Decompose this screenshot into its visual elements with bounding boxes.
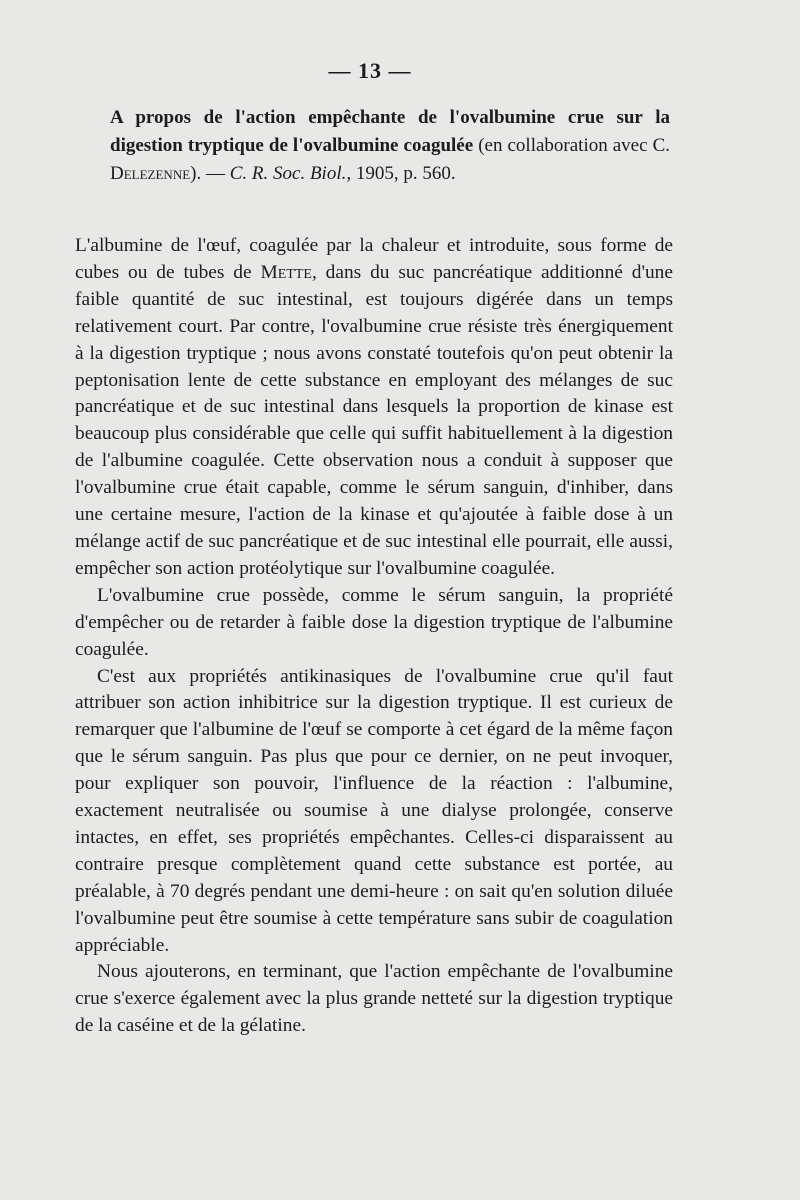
reference-pages: p. 560. xyxy=(403,163,456,184)
paragraph-1-part-1: L'albumine de l'œuf, coagulée par la chaleur et introduite, sous forme de cubes ou de tubes de xyxy=(75,235,673,283)
paragraph-3: C'est aux propriétés antikinasiques de l'ovalbumine crue qu'il faut attribuer son action inhibitrice sur la digestion tryptique. Il est curieux de remarquer que l'albumine de l'œuf se comporte à cet égard de la même façon que le sérum sanguin. Pas plus que pour ce dernier, on ne peut invoquer, pour expliquer son pouvoir, l'influence de la réaction : l'albumine, exactement neutralisée ou soumise à une dialyse prolongée, conserve intactes, en effet, ses propriétés empêchantes. Celles-ci disparaissent au contraire presque complètement quand cette substance est portée, au préalable, à 70 degrés pendant une demi-heure : on sait qu'en solution diluée l'ovalbumine peut être soumise à cette température sans subir de coagulation appréciable. xyxy=(75,665,673,956)
reference-collaborator: Delezenne xyxy=(110,163,191,184)
page-number: — 13 — xyxy=(328,58,412,83)
paragraph-4: Nous ajouterons, en terminant, que l'action empêchante de l'ovalbumine crue s'exerce également avec la plus grande netteté sur la digestion tryptique de la caséine et de la gélatine. xyxy=(75,961,673,1037)
reference-year: 1905, xyxy=(355,163,399,184)
paragraph-1-part-2: , dans du suc pancréatique additionné d'une faible quantité de suc intestinal, est toujours digérée dans un temps relativement court. Par contre, l'ovalbumine crue résiste très énergiquement à la digestion tryptique ; nous avons constaté toutefois qu'on peut obtenir la peptonisation lente de cette substance en employant des mélanges de suc pancréatique et de suc intestinal dans lesquels la proportion de kinase est beaucoup plus considérable que celle qui suffit habituellement à la digestion de l'albumine coagulée. Cette observation nous a conduit à supposer que l'ovalbumine crue était capable, comme le sérum sanguin, d'inhiber, dans une certaine mesure, l'action de la kinase et qu'ajoutée à faible dose à un mélange actif de suc pancréatique et de suc intestinal elle pourrait, elle aussi, empêcher son action protéolytique sur l'ovalbumine coagulée. xyxy=(75,261,673,579)
reference-journal: C. R. Soc. Biol., xyxy=(229,163,352,184)
reference-collab-prefix: (en collaboration avec C. xyxy=(478,135,670,156)
paragraph-1 xyxy=(75,233,673,583)
body-text xyxy=(75,233,673,1040)
reference-entry xyxy=(110,104,670,188)
paragraph-2: L'ovalbumine crue possède, comme le sérum sanguin, la propriété d'empêcher ou de retarder à faible dose la digestion tryptique de l'albumine coagulée. xyxy=(75,584,673,660)
reference-title: A propos de l'action empêchante de l'ovalbumine crue sur la digestion tryptique de l'ovalbumine coagulée xyxy=(110,107,670,156)
paragraph-1-name: Mette xyxy=(260,261,312,283)
reference-collab-suffix: ). — xyxy=(190,163,225,184)
